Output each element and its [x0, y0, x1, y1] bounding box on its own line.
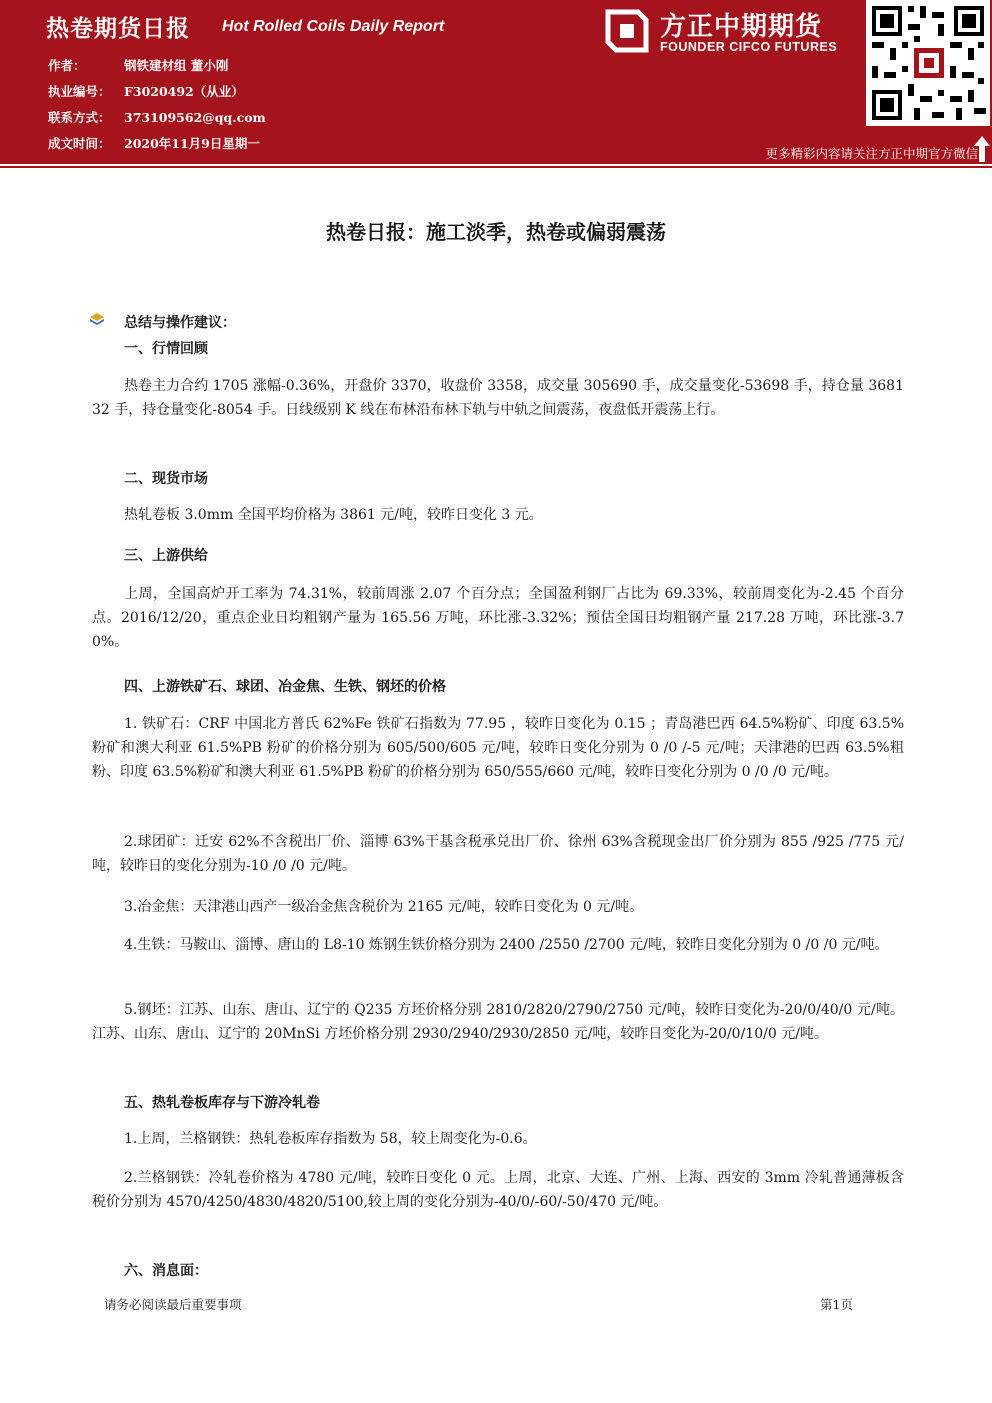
meta-label: 联系方式：	[48, 110, 111, 125]
page-number: 第1页	[820, 1297, 853, 1312]
meta-label: 执业编号：	[48, 84, 111, 99]
meta-value: 钢铁建材组 董小刚	[124, 58, 229, 73]
meta-license	[48, 82, 244, 100]
meta-value: F3020492（从业）	[124, 84, 244, 99]
paragraph: 2.球团矿：迁安 62%不含税出厂价、淄博 63%干基含税承兑出厂价、徐州 63%含税现金出厂价分别为 855 /925 /775 元/吨，较昨日的变化分别为-10 /0 /0 元/吨。	[92, 834, 904, 874]
report-header	[0, 0, 992, 164]
paragraph: 5.钢坯：江苏、山东、唐山、辽宁的 Q235 方坯价格分别 2810/2820/2790/2750 元/吨，较昨日变化为-20/0/40/0 元/吨。江苏、山东、唐山、辽宁的 20MnSi 方坯价格分别 2930/2940/2930/2850 元/吨，较昨日变化为-20/0/10/0 元/吨。	[92, 1002, 904, 1042]
header-divider	[0, 166, 992, 168]
section-heading: 五、热轧卷板库存与下游冷轧卷	[124, 1095, 320, 1111]
paragraph: 热卷主力合约 1705 涨幅-0.36%，开盘价 3370，收盘价 3358，成交量 305690 手，成交量变化-53698 手，持仓量 368132 手，持仓量变化-8054 手。日线级别 K 线在布林沿布林下轨与中轨之间震荡，夜盘低开震荡上行。	[92, 378, 904, 418]
footer-notice: 请务必阅读最后重要事项	[104, 1297, 242, 1312]
qr-code-icon	[866, 0, 990, 126]
section-heading: 四、上游铁矿石、球团、冶金焦、生铁、钢坯的价格	[124, 679, 446, 695]
paragraph: 4.生铁：马鞍山、淄博、唐山的 L8-10 炼钢生铁价格分别为 2400 /2550 /2700 元/吨，较昨日变化分别为 0 /0 /0 元/吨。	[124, 937, 889, 953]
section-heading: 六、消息面：	[124, 1263, 208, 1279]
company-logo	[604, 6, 860, 64]
meta-label: 作者：	[48, 58, 86, 73]
bullet-icon	[90, 313, 104, 325]
summary-heading: 总结与操作建议：	[124, 315, 236, 331]
meta-contact	[48, 108, 266, 126]
brand-name-cn: 方正中期期货	[660, 12, 823, 42]
section-heading: 二、现货市场	[124, 471, 208, 487]
meta-date	[48, 134, 260, 152]
brand-name-en: FOUNDER CIFCO FUTURES	[660, 40, 838, 54]
paragraph: 3.冶金焦：天津港山西产一级冶金焦含税价为 2165 元/吨，较昨日变化为 0 元/吨。	[124, 899, 644, 915]
report-title-cn: 热卷期货日报	[46, 16, 190, 42]
paragraph: 1.上周，兰格钢铁：热轧卷板库存指数为 58，较上周变化为-0.6。	[124, 1131, 537, 1147]
paragraph: 热轧卷板 3.0mm 全国平均价格为 3861 元/吨，较昨日变化 3 元。	[124, 507, 543, 523]
paragraph: 2.兰格钢铁：冷轧卷价格为 4780 元/吨，较昨日变化 0 元。上周，北京、大连、广州、上海、西安的 3mm 冷轧普通薄板含税价分别为 4570/4250/4830/4820/5100,较上周的变化分别为-40/0/-60/-50/470 元/吨。	[92, 1170, 904, 1210]
arrow-up-icon	[974, 136, 990, 162]
paragraph: 上周，全国高炉开工率为 74.31%，较前周涨 2.07 个百分点；全国盈利钢厂占比为 69.33%，较前周变化为-2.45 个百分点。2016/12/20，重点企业日均粗钢产量为 165.56 万吨，环比涨-3.32%；预估全国日均粗钢产量 217.28 万吨，环比涨-3.70%。	[92, 586, 904, 650]
meta-value[interactable]: 373109562@qq.com	[124, 110, 266, 125]
meta-value: 2020年11月9日星期一	[124, 136, 260, 151]
section-heading: 三、上游供给	[124, 548, 208, 564]
section-heading: 一、行情回顾	[124, 341, 208, 357]
document-title: 热卷日报：施工淡季，热卷或偏弱震荡	[326, 220, 666, 244]
report-title-en: Hot Rolled Coils Daily Report	[222, 18, 445, 35]
meta-author	[48, 56, 228, 74]
meta-label: 成文时间：	[48, 136, 111, 151]
logo-mark-icon	[604, 8, 650, 54]
paragraph: 1. 铁矿石：CRF 中国北方普氏 62%Fe 铁矿石指数为 77.95 ，较昨日变化为 0.15 ；青岛港巴西 64.5%粉矿、印度 63.5%粉矿和澳大利亚 61.5%PB 粉矿的价格分别为 605/500/605 元/吨，较昨日变化分别为 0 /0 /-5 元/吨；天津港的巴西 63.5%粗粉、印度 63.5%粉矿和澳大利亚 61.5%PB 粉矿的价格分别为 650/555/660 元/吨，较昨日变化分别为 0 /0 /0 元/吨。	[92, 716, 904, 780]
wechat-note: 更多精彩内容请关注方正中期官方微信	[765, 146, 978, 161]
